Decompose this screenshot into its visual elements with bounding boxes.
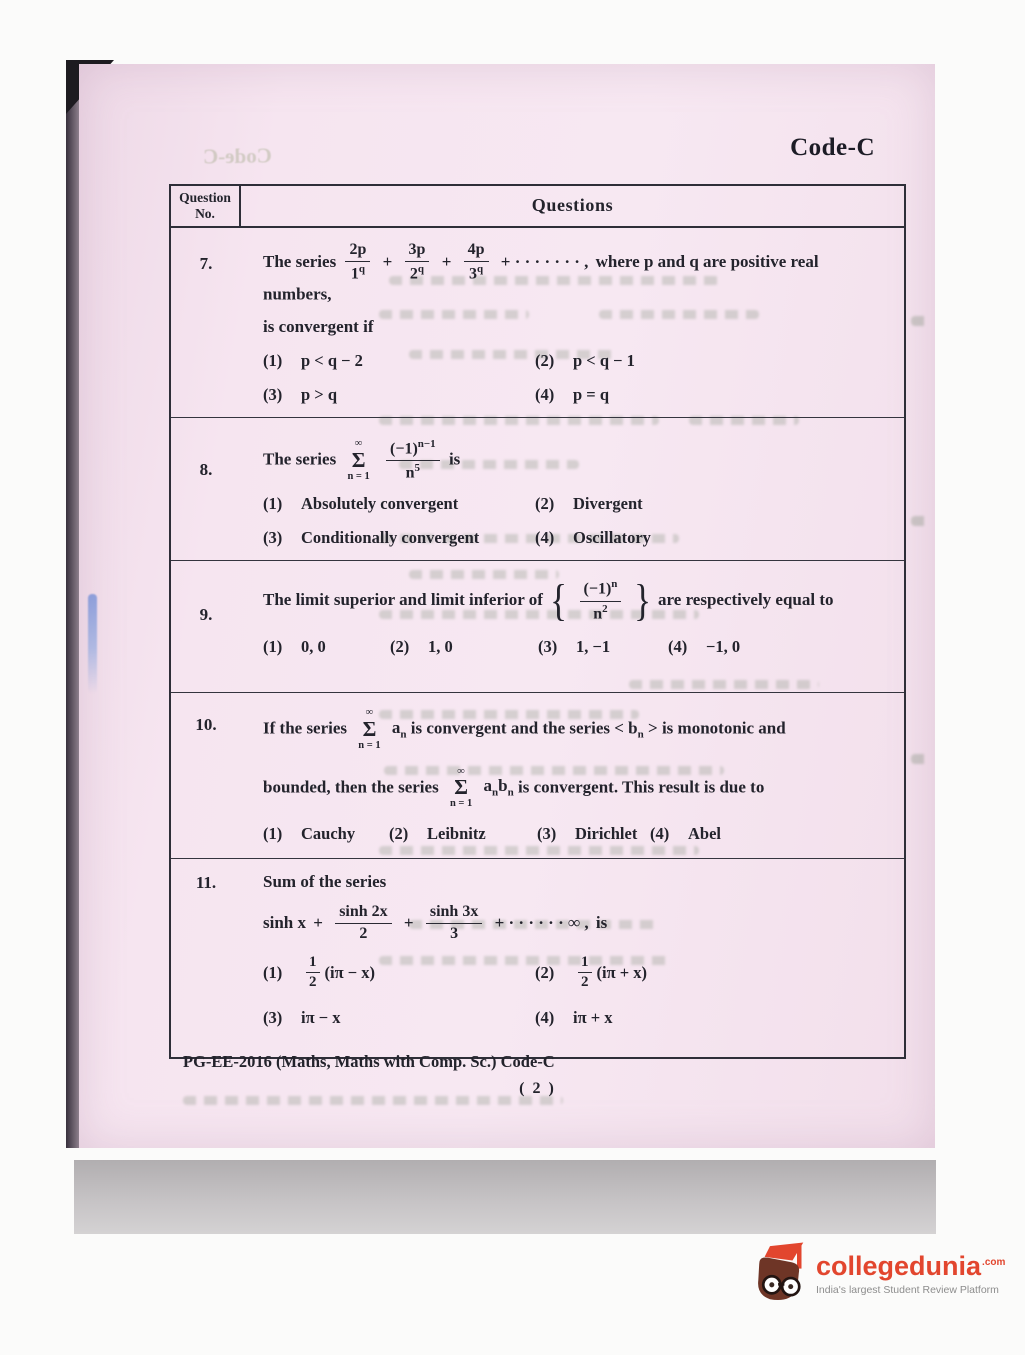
fraction bbox=[405, 242, 430, 283]
sigma-glyph: Σ bbox=[362, 717, 377, 741]
option-label: (3) bbox=[538, 636, 558, 656]
brand-tagline: India's largest Student Review Platform bbox=[816, 1283, 999, 1296]
question-10-statement-line2 bbox=[263, 766, 888, 810]
brand-name bbox=[816, 1250, 1006, 1281]
option-1 bbox=[263, 494, 535, 514]
option-text: iπ + x bbox=[573, 1008, 613, 1028]
brand-word: collegedunia bbox=[816, 1250, 982, 1281]
question-text: The limit superior and limit inferior of bbox=[263, 590, 543, 610]
fraction bbox=[580, 579, 622, 622]
den-base: 1 bbox=[350, 265, 359, 283]
option-text: 0, 0 bbox=[301, 636, 326, 656]
option-text: Cauchy bbox=[301, 823, 356, 843]
den-base: n bbox=[593, 604, 603, 622]
question-number: 11. bbox=[195, 873, 217, 893]
option-label: (4) bbox=[668, 636, 688, 656]
logo-text-block bbox=[816, 1250, 1006, 1296]
fraction-denominator bbox=[580, 602, 622, 623]
sigma-glyph: Σ bbox=[454, 775, 468, 800]
option-label: (4) bbox=[650, 823, 670, 843]
option-text: Divergent bbox=[573, 494, 643, 514]
option-4 bbox=[535, 1008, 888, 1028]
option-label: (3) bbox=[263, 528, 283, 548]
num-base: (−1) bbox=[390, 440, 418, 458]
fraction-numerator bbox=[580, 579, 622, 601]
num-base: (−1) bbox=[583, 580, 612, 598]
option-text: (iπ − x) bbox=[324, 962, 376, 982]
option-3 bbox=[538, 637, 668, 657]
scan-edge-shadow bbox=[66, 64, 79, 1148]
fraction-numerator: 1 bbox=[578, 955, 592, 973]
option-1 bbox=[263, 637, 390, 657]
plus-operator: + bbox=[313, 913, 323, 933]
option-label: (4) bbox=[535, 385, 555, 405]
summation-symbol bbox=[450, 766, 472, 810]
series-term: sinh x bbox=[263, 913, 306, 933]
question-number: 9. bbox=[199, 605, 213, 625]
summation-symbol bbox=[347, 438, 369, 482]
fraction-denominator: 3 bbox=[450, 925, 459, 943]
term-base: a bbox=[391, 717, 401, 737]
option-label: (2) bbox=[535, 351, 555, 371]
brand-suffix: .com bbox=[982, 1256, 1006, 1268]
question-7-statement bbox=[263, 242, 888, 306]
option-4 bbox=[668, 637, 888, 657]
paper-code-label: Code-C bbox=[790, 134, 875, 161]
option-label: (2) bbox=[535, 962, 555, 982]
option-text: p = q bbox=[573, 385, 610, 405]
option-text: p > q bbox=[301, 385, 338, 405]
option-text: p < q − 1 bbox=[573, 351, 635, 371]
option-label: (4) bbox=[535, 1008, 555, 1028]
option-2 bbox=[535, 955, 888, 991]
option-text: Leibnitz bbox=[427, 823, 486, 843]
option-label: (1) bbox=[263, 962, 283, 982]
fraction-denominator bbox=[405, 262, 430, 283]
question-text: is bbox=[448, 449, 461, 469]
fraction bbox=[464, 242, 489, 283]
summation-symbol bbox=[358, 707, 380, 751]
term-base: a bbox=[483, 775, 493, 795]
fraction bbox=[386, 439, 440, 482]
num-exponent: n−1 bbox=[417, 437, 436, 450]
option-label: (3) bbox=[537, 823, 557, 843]
term-base: b bbox=[498, 775, 508, 795]
question-text: The series bbox=[263, 449, 337, 469]
fraction bbox=[345, 242, 370, 283]
question-7-condition: is convergent if bbox=[263, 317, 374, 337]
question-8-options bbox=[263, 494, 888, 548]
summation-lower-limit: n = 1 bbox=[347, 470, 370, 482]
term-subscript: n bbox=[637, 728, 644, 741]
fraction-numerator: 2p bbox=[345, 242, 370, 262]
summation-upper-limit: ∞ bbox=[457, 765, 465, 777]
question-number: 10. bbox=[195, 715, 217, 735]
fraction-denominator: 2 bbox=[581, 973, 589, 990]
den-base: 3 bbox=[469, 265, 478, 283]
term-subscript: n bbox=[507, 786, 514, 799]
term-subscript: n bbox=[492, 786, 499, 799]
num-exponent: n bbox=[611, 578, 618, 591]
option-1 bbox=[263, 955, 535, 991]
question-no-column-header bbox=[171, 186, 241, 226]
question-row-7 bbox=[171, 228, 904, 418]
fraction bbox=[426, 904, 482, 943]
question-9-options bbox=[263, 637, 888, 657]
fraction-denominator bbox=[464, 262, 489, 283]
fraction-denominator: 2 bbox=[359, 925, 368, 943]
option-label: (1) bbox=[263, 823, 283, 843]
option-text: −1, 0 bbox=[706, 636, 741, 656]
den-exponent: q bbox=[417, 262, 425, 275]
option-4 bbox=[650, 824, 888, 844]
question-9-statement bbox=[263, 576, 888, 626]
option-text: (iπ + x) bbox=[596, 962, 648, 982]
question-11-options bbox=[263, 955, 888, 1029]
option-label: (1) bbox=[263, 494, 283, 514]
question-row-11 bbox=[171, 859, 904, 1057]
ellipsis: + · · · · · · · , bbox=[500, 251, 589, 271]
fraction-numerator: 4p bbox=[464, 242, 489, 262]
table-header-row bbox=[171, 186, 904, 228]
option-4 bbox=[535, 528, 888, 548]
fraction-numerator: sinh 3x bbox=[426, 904, 482, 924]
option-label: (4) bbox=[535, 528, 555, 548]
option-label: (2) bbox=[389, 823, 409, 843]
fraction-numerator: 3p bbox=[405, 242, 430, 262]
question-number: 8. bbox=[199, 460, 213, 480]
scan-bottom-strip bbox=[74, 1160, 936, 1234]
option-text: Absolutely convergent bbox=[301, 494, 459, 514]
option-2 bbox=[389, 824, 537, 844]
page-number: ( 2 ) bbox=[519, 1080, 556, 1097]
summation-lower-limit: n = 1 bbox=[358, 740, 381, 751]
question-text: The series bbox=[263, 251, 337, 271]
term-a-n-b-n bbox=[483, 775, 514, 799]
collegedunia-owl-icon bbox=[752, 1240, 806, 1308]
option-label: (2) bbox=[535, 494, 555, 514]
bleed-through-artifact bbox=[911, 516, 931, 526]
option-1 bbox=[263, 351, 535, 371]
fraction-denominator bbox=[345, 262, 370, 283]
option-label: (3) bbox=[263, 385, 283, 405]
option-text: Dirichlet bbox=[575, 823, 638, 843]
option-4 bbox=[535, 385, 888, 405]
right-brace: } bbox=[633, 576, 651, 626]
question-10-statement-line1 bbox=[263, 707, 888, 751]
option-text: Oscillatory bbox=[573, 528, 651, 548]
option-text: 1, 0 bbox=[428, 636, 453, 656]
option-text: Abel bbox=[688, 823, 721, 843]
summation-upper-limit: ∞ bbox=[365, 707, 374, 719]
option-text: p < q − 2 bbox=[301, 351, 363, 371]
question-text: is convergent and the series < b bbox=[410, 719, 638, 739]
option-text: Conditionally convergent bbox=[301, 528, 480, 548]
question-10-options bbox=[263, 824, 888, 844]
den-exponent: q bbox=[358, 262, 365, 275]
den-base: 2 bbox=[409, 265, 418, 283]
question-row-8 bbox=[171, 418, 904, 561]
questions-column-header: Questions bbox=[531, 195, 614, 215]
ellipsis: + · · · · · · ∞ , bbox=[494, 913, 589, 933]
half-fraction bbox=[306, 955, 320, 991]
question-row-9 bbox=[171, 561, 904, 693]
term-subscript: n bbox=[400, 728, 407, 741]
fraction-numerator: 1 bbox=[306, 955, 320, 973]
question-row-10 bbox=[171, 693, 904, 859]
question-text: are respectively equal to bbox=[658, 590, 834, 610]
question-no-header-line1: Question bbox=[179, 190, 231, 205]
bleed-through-code: Code-C bbox=[202, 143, 273, 169]
fraction-denominator bbox=[386, 461, 440, 482]
questions-table bbox=[169, 184, 906, 1059]
den-exponent: q bbox=[477, 262, 484, 275]
fraction-numerator bbox=[386, 439, 440, 461]
option-3 bbox=[263, 1008, 535, 1028]
fraction bbox=[335, 904, 391, 943]
plus-operator: + bbox=[382, 251, 393, 271]
summation-upper-limit: ∞ bbox=[354, 438, 363, 450]
option-3 bbox=[537, 824, 650, 844]
half-fraction bbox=[578, 955, 592, 991]
question-11-series bbox=[263, 904, 888, 943]
left-brace: { bbox=[550, 576, 568, 626]
question-text: is convergent. This result is due to bbox=[517, 777, 765, 797]
term-a-n bbox=[391, 717, 407, 741]
den-base: n bbox=[405, 464, 415, 482]
option-3 bbox=[263, 385, 535, 405]
plus-operator: + bbox=[403, 913, 414, 933]
question-11-statement: Sum of the series bbox=[263, 872, 387, 892]
fraction-denominator: 2 bbox=[309, 973, 317, 990]
den-exponent: 2 bbox=[602, 602, 608, 615]
paper-footer: PG-EE-2016 (Maths, Maths with Comp. Sc.) Code-C bbox=[183, 1052, 555, 1071]
question-7-options bbox=[263, 351, 888, 405]
option-label: (1) bbox=[263, 636, 283, 656]
option-2 bbox=[535, 494, 888, 514]
question-text: bounded, then the series bbox=[263, 777, 439, 797]
question-text: If the series bbox=[263, 719, 348, 739]
question-no-header-line2: No. bbox=[195, 206, 215, 222]
question-text: > is monotonic and bbox=[648, 719, 786, 739]
option-text: 1, −1 bbox=[576, 636, 611, 656]
summation-lower-limit: n = 1 bbox=[449, 798, 473, 810]
bleed-through-artifact bbox=[911, 316, 931, 326]
den-exponent: 5 bbox=[414, 461, 421, 474]
bleed-through-artifact bbox=[911, 754, 931, 764]
option-label: (3) bbox=[263, 1008, 283, 1028]
option-3 bbox=[263, 528, 535, 548]
option-2 bbox=[390, 637, 538, 657]
option-label: (1) bbox=[263, 351, 283, 371]
option-label: (2) bbox=[390, 636, 410, 656]
fraction-numerator: sinh 2x bbox=[335, 904, 391, 924]
question-8-statement bbox=[263, 438, 888, 482]
collegedunia-logo bbox=[752, 1240, 1005, 1308]
question-text: is bbox=[595, 913, 608, 933]
option-2 bbox=[535, 351, 888, 371]
plus-operator: + bbox=[441, 251, 452, 271]
option-1 bbox=[263, 824, 389, 844]
sigma-glyph: Σ bbox=[351, 447, 366, 472]
question-text: where p and q are positive real numbers, bbox=[263, 251, 819, 304]
ink-smudge-artifact bbox=[88, 594, 97, 694]
option-text: iπ − x bbox=[301, 1008, 341, 1028]
exam-paper bbox=[79, 64, 935, 1148]
question-number: 7. bbox=[199, 253, 213, 273]
